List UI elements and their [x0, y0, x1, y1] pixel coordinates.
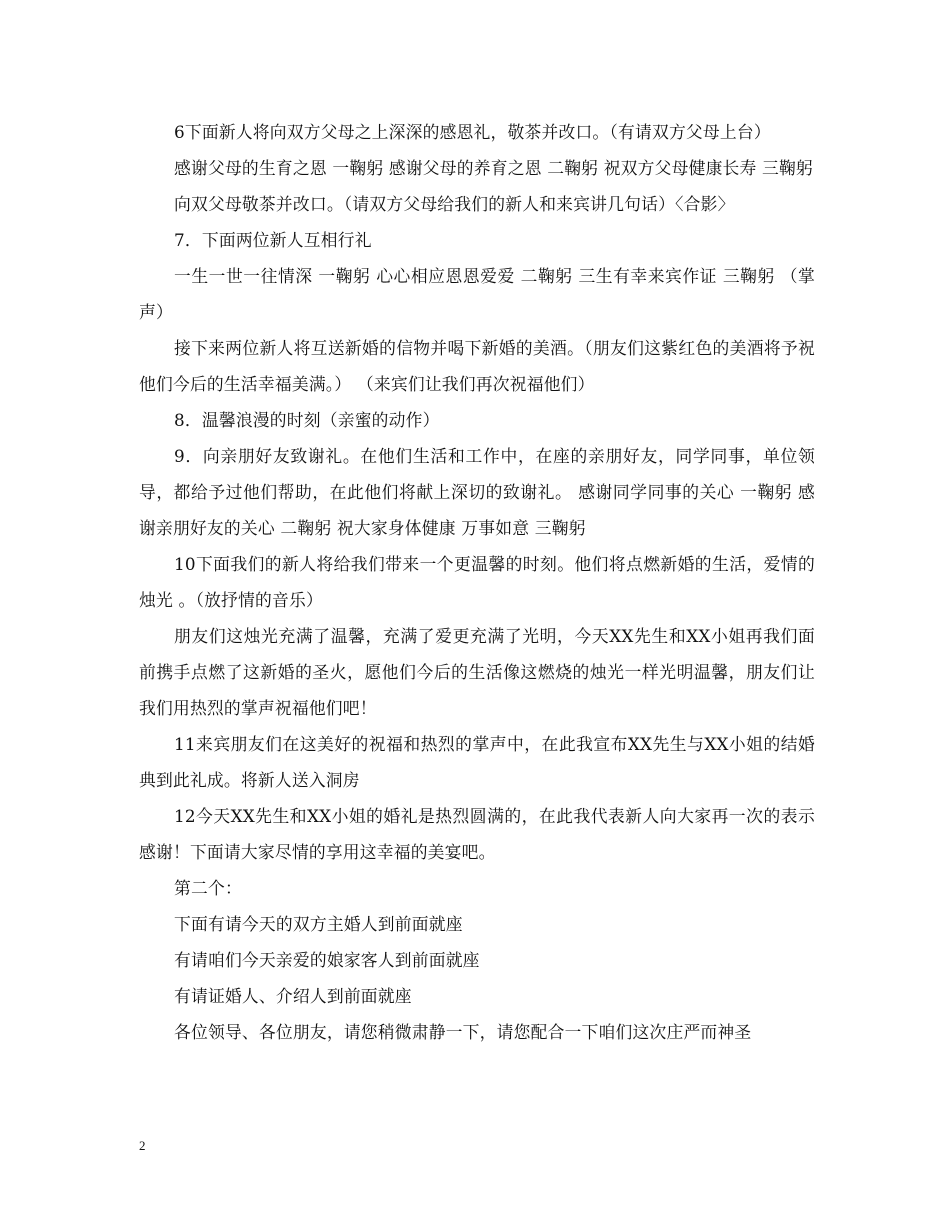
- paragraph-parent-bow: 6下面新人将向双方父母之上深深的感恩礼，敬茶并改口。（有请双方父母上台）: [174, 122, 771, 142]
- body-text: [139, 114, 815, 1050]
- paragraph-bride-family-seated: 有请咱们今天亲爱的娘家客人到前面就座: [174, 950, 480, 970]
- paragraph-tea-ceremony: 向双父母敬茶并改口。（请双方父母给我们的新人和来宾讲几句话）〈合影〉: [174, 194, 735, 214]
- paragraph-candle-light: 朋友们这烛光充满了温馨，充满了爱更充满了光明，今天XX先生和XX小姐再我们面前携手点燃了这新婚的圣火，愿他们今后的生活像这燃烧的烛光一样光明温馨，朋友们让我们用热烈的掌声祝福他们吧！: [139, 626, 815, 718]
- paragraph-second-heading: 第二个：: [174, 878, 242, 898]
- paragraph-step-12: 12今天XX先生和XX小姐的婚礼是热烈圆满的，在此我代表新人向大家再一次的表示感谢！下面请大家尽情的享用这幸福的美宴吧。: [139, 806, 815, 862]
- paragraph-step-8: 8．温馨浪漫的时刻（亲蜜的动作）: [174, 410, 440, 430]
- paragraph-witness-seated: 有请证婚人、介绍人到前面就座: [174, 986, 412, 1006]
- page-number: 2: [139, 1138, 146, 1153]
- paragraph-step-10: 10下面我们的新人将给我们带来一个更温馨的时刻。他们将点燃新婚的生活，爱情的烛光 。（放抒情的音乐）: [139, 554, 815, 610]
- paragraph-step-9: 9．向亲朋好友致谢礼。在他们生活和工作中，在座的亲朋好友，同学同事，单位领导，都给予过他们帮助，在此他们将献上深切的致谢礼。 感谢同学同事的关心 一鞠躬 感谢亲朋好友的关心 二鞠躬 祝大家身体健康 万事如意 三鞠躬: [139, 446, 815, 538]
- paragraph-mutual-bow: 一生一世一往情深 一鞠躬 心心相应恩恩爱爱 二鞠躬 三生有幸来宾作证 三鞠躬 （掌声）: [139, 266, 815, 322]
- paragraph-step-7: 7．下面两位新人互相行礼: [174, 230, 372, 250]
- paragraph-tokens-wine: 接下来两位新人将互送新婚的信物并喝下新婚的美酒。（朋友们这紫红色的美酒将予祝他们今后的生活幸福美满。） （来宾们让我们再次祝福他们）: [139, 338, 815, 394]
- paragraph-parent-thanks: 感谢父母的生育之恩 一鞠躬 感谢父母的养育之恩 二鞠躬 祝双方父母健康长寿 三鞠躬: [174, 158, 813, 178]
- paragraph-step-11: 11来宾朋友们在这美好的祝福和热烈的掌声中，在此我宣布XX先生与XX小姐的结婚典到此礼成。将新人送入洞房: [139, 734, 815, 790]
- paragraph-hosts-seated: 下面有请今天的双方主婚人到前面就座: [174, 914, 463, 934]
- paragraph-request-silence: 各位领导、各位朋友，请您稍微肃静一下，请您配合一下咱们这次庄严而神圣: [174, 1022, 752, 1042]
